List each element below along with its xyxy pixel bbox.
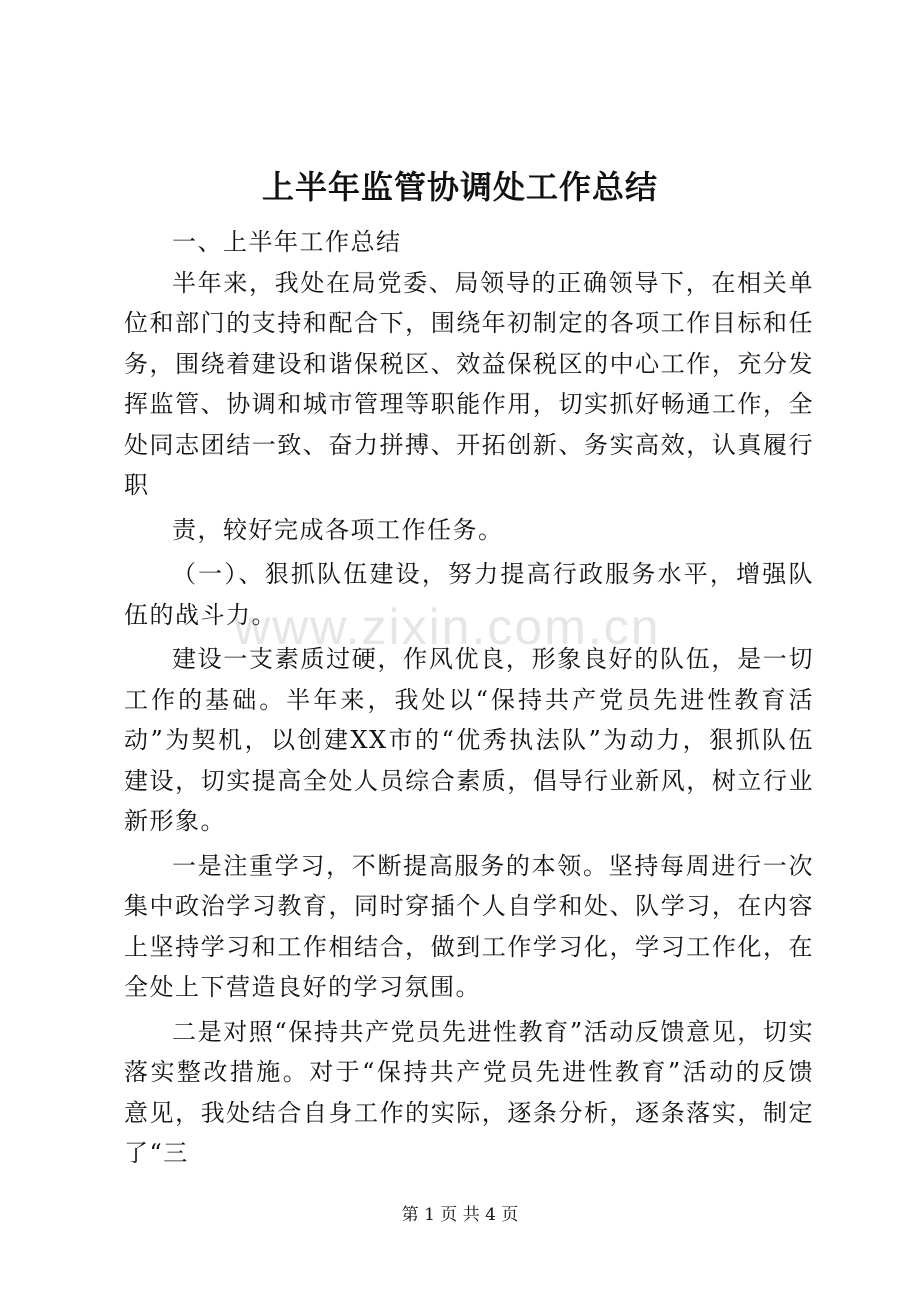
subsection-heading: （一）、狠抓队伍建设，努力提高行政服务水平，增强队伍的战斗力。 [124, 560, 814, 629]
section-heading: 一、上半年工作总结 [172, 228, 402, 256]
paragraph: 半年来，我处在局党委、局领导的正确领导下，在相关单位和部门的支持和配合下，围绕年初制定的各项工作目标和任务，围绕着建设和谐保税区、效益保税区的中心工作，充分发挥监管、协调和城市管理等职能作用，切实抓好畅通工作，全处同志团结一致、奋力拼搏、开拓创新、务实高效，认真履行职 [124, 268, 814, 499]
paragraph: 责，较好完成各项工作任务。 [172, 515, 504, 544]
page-footer: 第 1 页 共 4 页 [401, 1205, 519, 1225]
watermark: www.zixin.com.cn [234, 599, 661, 655]
paragraph: 建设一支素质过硬，作风优良，形象良好的队伍，是一切工作的基础。半年来，我处以“保持共产党员先进性教育活动”为契机，以创建XX市的“优秀执法队”为动力，狠抓队伍建设，切实提高全处人员综合素质，倡导行业新风，树立行业新形象。 [124, 645, 814, 835]
document-title: 上半年监管协调处工作总结 [261, 168, 658, 206]
paragraph: 一是注重学习，不断提高服务的本领。坚持每周进行一次集中政治学习教育，同时穿插个人自学和处、队学习，在内容上坚持学习和工作相结合，做到工作学习化，学习工作化，在全处上下营造良好的学习氛围。 [124, 851, 814, 1001]
paragraph: 二是对照“保持共产党员先进性教育”活动反馈意见，切实落实整改措施。对于“保持共产党员先进性教育”活动的反馈意见，我处结合自身工作的实际，逐条分析，逐条落实，制定了“三 [124, 1017, 814, 1167]
document-body [124, 222, 814, 1174]
